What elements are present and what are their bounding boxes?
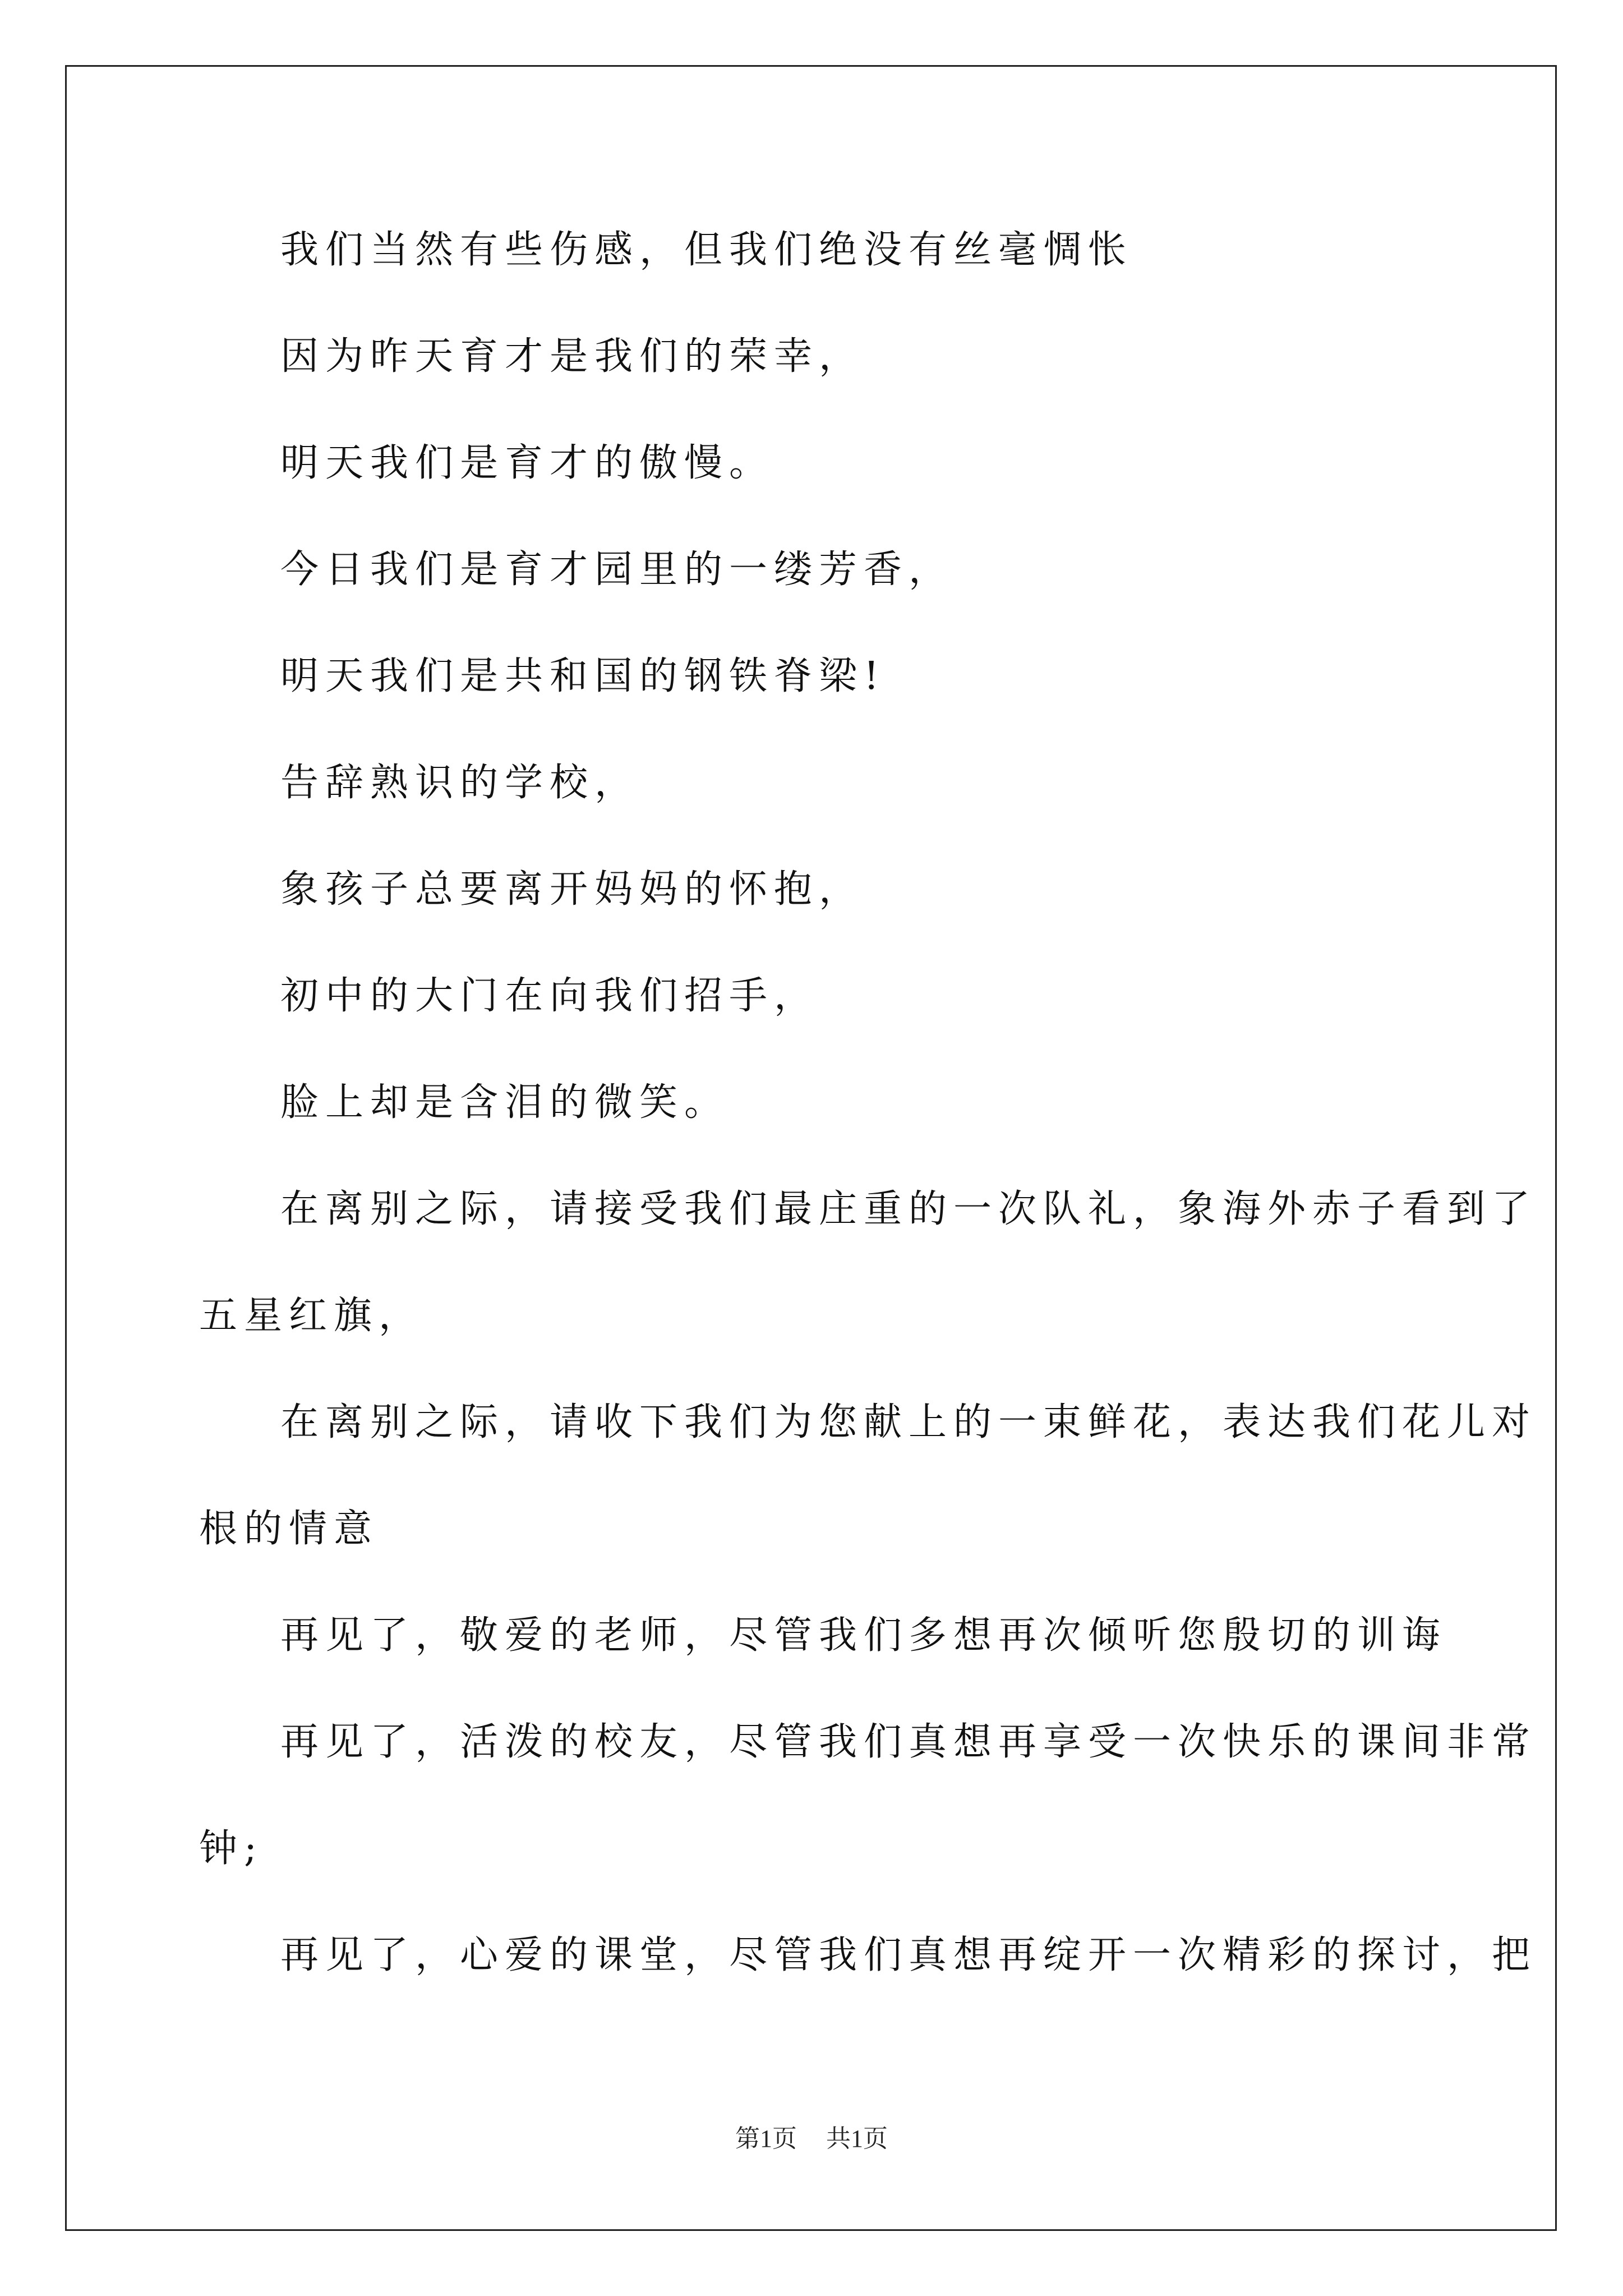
text-line: 初中的大门在向我们招手，	[280, 974, 819, 1018]
text-line: 明天我们是育才的傲慢。	[280, 441, 774, 485]
text-line: 再见了，敬爱的老师，尽管我们多想再次倾听您殷切的训诲	[280, 1613, 1447, 1658]
text-line: 今日我们是育才园里的一缕芳香，	[280, 547, 954, 592]
text-line: 根的情意	[199, 1507, 379, 1551]
page-total: 共1页	[826, 2125, 888, 2152]
page-footer	[0, 2125, 1623, 2153]
text-line: 五星红旗，	[199, 1294, 424, 1338]
page-number: 第1页	[735, 2125, 797, 2152]
text-line: 再见了，活泼的校友，尽管我们真想再享受一次快乐的课间非常	[280, 1720, 1537, 1764]
text-line: 象孩子总要离开妈妈的怀抱，	[280, 867, 864, 912]
text-line: 再见了，心爱的课堂，尽管我们真想再绽开一次精彩的探讨，把	[280, 1933, 1537, 1977]
text-line: 告辞熟识的学校，	[280, 761, 640, 805]
text-line: 脸上却是含泪的微笑。	[280, 1080, 730, 1125]
page-border	[65, 65, 1557, 2231]
text-line: 明天我们是共和国的钢铁脊梁!	[280, 654, 886, 698]
text-line: 我们当然有些伤感，但我们绝没有丝毫惆怅	[280, 228, 1133, 272]
text-line: 因为昨天育才是我们的荣幸，	[280, 334, 864, 379]
text-line: 钟;	[199, 1826, 264, 1871]
text-line: 在离别之际，请接受我们最庄重的一次队礼，象海外赤子看到了	[280, 1187, 1537, 1231]
text-line: 在离别之际，请收下我们为您献上的一束鲜花，表达我们花儿对	[280, 1400, 1537, 1444]
